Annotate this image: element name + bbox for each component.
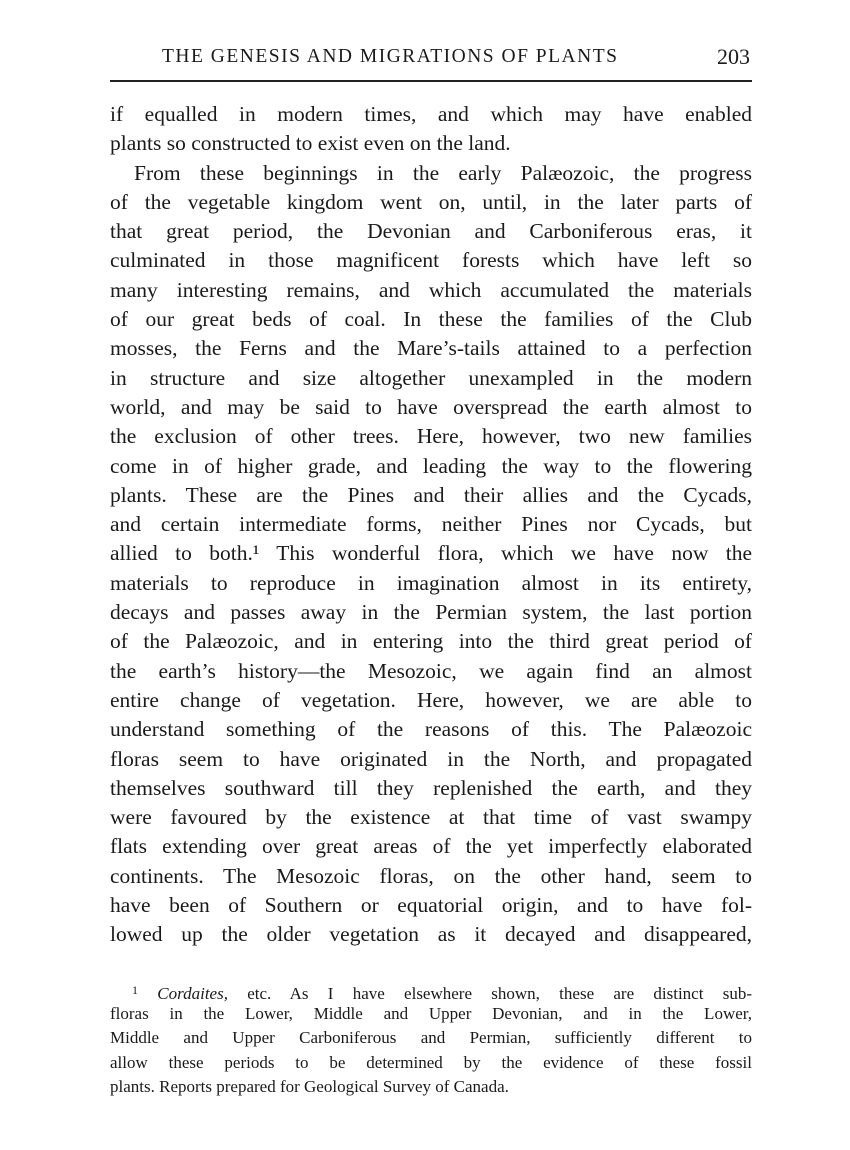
body-line: lowed up the older vegetation as it decayed and disappeared, [110, 922, 752, 947]
body-line: plants. These are the Pines and their allies and the Cycads, [110, 482, 752, 507]
footnote-line: plants. Reports prepared for Geological Survey of Canada. [110, 1076, 509, 1096]
body-line: flats extending over great areas of the yet imperfectly elaborated [110, 834, 752, 859]
footnote-italic-term: Cordaites, [157, 984, 228, 1003]
body-line: the exclusion of other trees. Here, however, two new families [110, 424, 752, 449]
body-line: entire change of vegetation. Here, however, we are able to [110, 687, 752, 712]
header-rule [110, 80, 752, 82]
footnote-marker: 1 [132, 983, 138, 997]
body-line: materials to reproduce in imagination almost in its entirety, [110, 570, 752, 595]
running-title: THE GENESIS AND MIGRATIONS OF PLANTS [162, 46, 619, 67]
body-line: allied to both.¹ This wonderful flora, which we have now the [110, 541, 752, 566]
body-line: if equalled in modern times, and which may have enabled [110, 102, 752, 126]
footnote [110, 978, 752, 1099]
book-page [110, 0, 752, 1150]
footnote-line: Middle and Upper Carboniferous and Permian, sufficiently different to [110, 1028, 752, 1048]
body-line: culminated in those magnificent forests which have left so [110, 248, 752, 273]
footnote-line: allow these periods to be determined by the evidence of these fossil [110, 1052, 752, 1072]
body-line: of the Palæozoic, and in entering into the third great period of [110, 629, 752, 654]
body-line: plants so constructed to exist even on the land. [110, 131, 511, 156]
body-line: understand something of the reasons of this. The Palæozoic [110, 717, 752, 742]
body-line: From these beginnings in the early Palæozoic, the progress [134, 160, 752, 185]
running-head [110, 40, 752, 74]
body-line: world, and may be said to have overspread the earth almost to [110, 394, 752, 419]
body-line: the earth’s history—the Mesozoic, we again find an almost [110, 658, 752, 683]
footnote-line [110, 978, 752, 1002]
footnote-text: etc. As I have elsewhere shown, these are distinct sub- [227, 984, 752, 1003]
body-line: themselves southward till they replenished the earth, and they [110, 775, 752, 800]
body-line: continents. The Mesozoic floras, on the other hand, seem to [110, 863, 752, 888]
body-line: were favoured by the existence at that time of vast swampy [110, 805, 752, 830]
body-line: come in of higher grade, and leading the way to the flowering [110, 453, 752, 478]
body-text [110, 100, 752, 950]
body-line: of the vegetable kingdom went on, until, in the later parts of [110, 189, 752, 214]
footnote-line: floras in the Lower, Middle and Upper Devonian, and in the Lower, [110, 1004, 752, 1024]
body-line: of our great beds of coal. In these the families of the Club [110, 307, 752, 332]
body-line: floras seem to have originated in the North, and propagated [110, 746, 752, 771]
body-line: in structure and size altogether unexampled in the modern [110, 365, 752, 390]
body-line: decays and passes away in the Permian system, the last portion [110, 600, 752, 625]
page-number: 203 [717, 44, 750, 69]
body-line: have been of Southern or equatorial origin, and to have fol- [110, 893, 752, 918]
body-line: that great period, the Devonian and Carboniferous eras, it [110, 219, 752, 244]
body-line: mosses, the Ferns and the Mare’s-tails attained to a perfection [110, 336, 752, 361]
body-line: many interesting remains, and which accumulated the materials [110, 277, 752, 302]
body-line: and certain intermediate forms, neither Pines nor Cycads, but [110, 512, 752, 537]
